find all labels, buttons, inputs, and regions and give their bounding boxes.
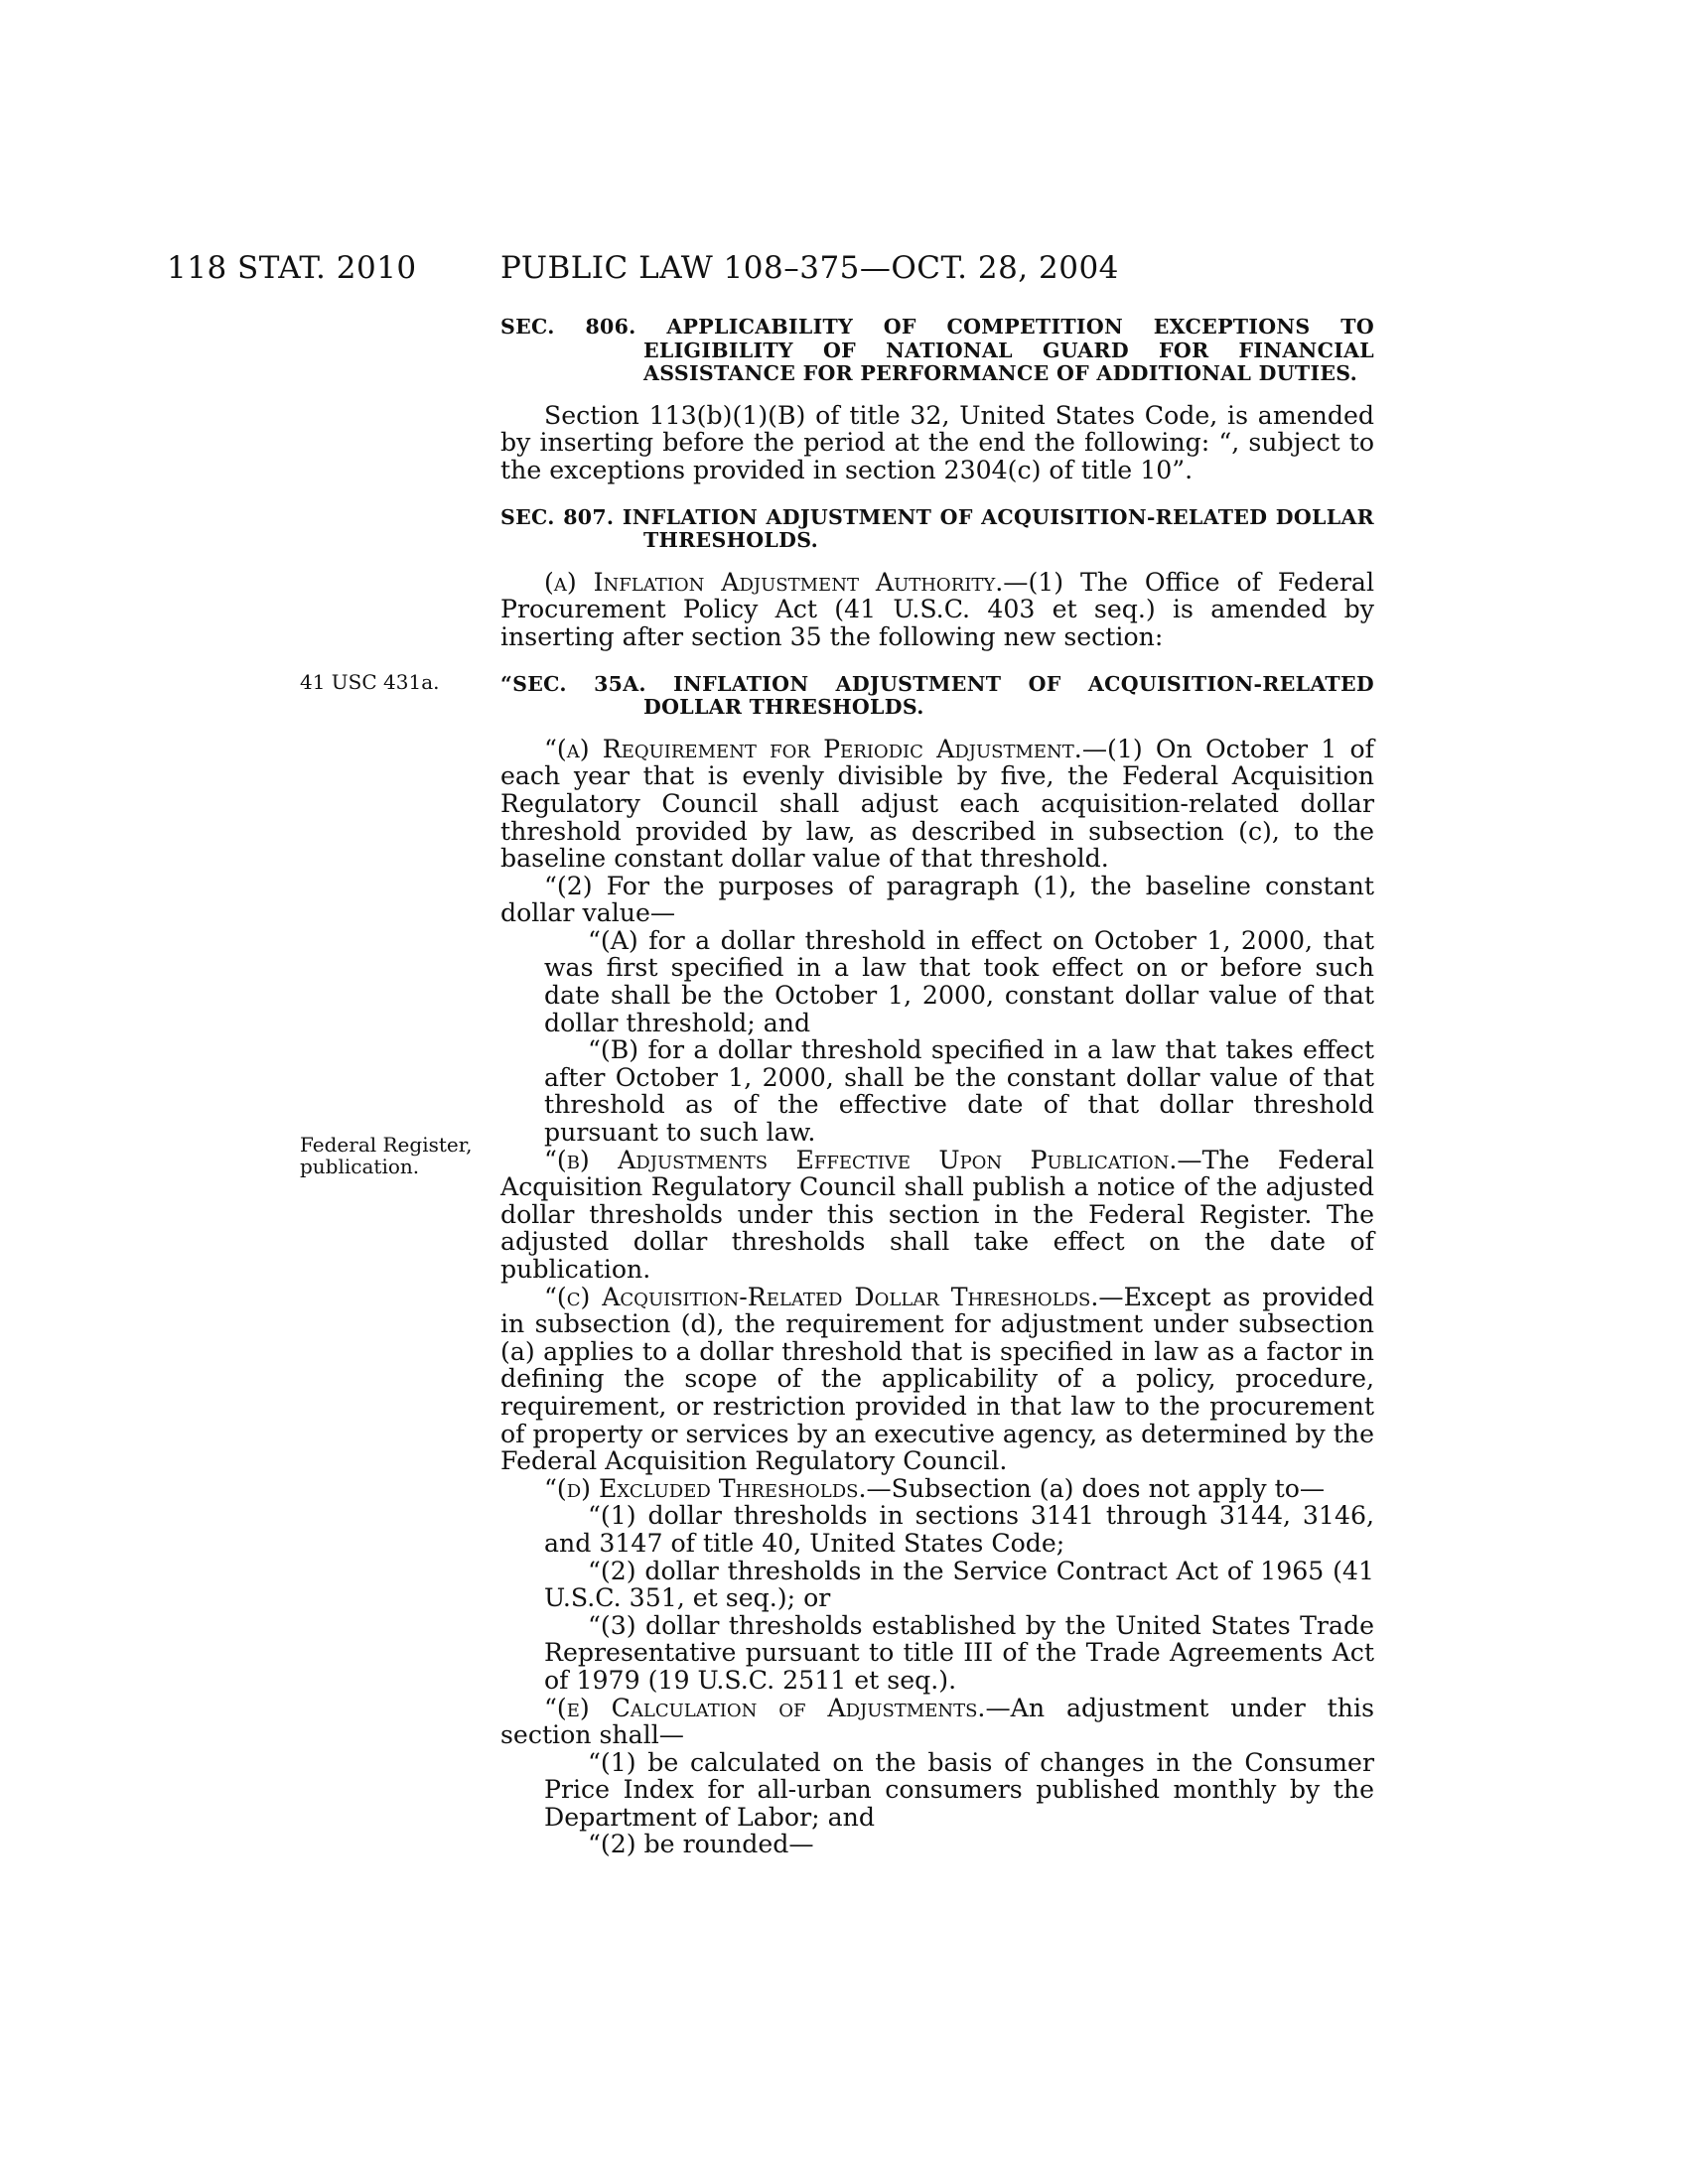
subsection-c	[500, 1284, 1374, 1475]
paragraph-e2: “(2) be rounded—	[588, 1830, 814, 1859]
document-body	[500, 316, 1374, 1858]
subsection-label: “(d) Excluded Thresholds.	[544, 1473, 867, 1503]
subparagraph-a2B: “(B) for a dollar threshold specified in a law that takes effect after October 1, 2000, shall be the constant dollar value of that threshold as of the effective date of that dollar threshold pursuant to such law.	[544, 1035, 1374, 1148]
paragraph-e1: “(1) be calculated on the basis of changes in the Consumer Price Index for all-urban consumers published monthly by the Department of Labor; and	[544, 1747, 1374, 1832]
margin-note-federal-register	[300, 1134, 479, 1177]
margin-note-line: Federal Register,	[300, 1133, 473, 1157]
paragraph-d2: “(2) dollar thresholds in the Service Contract Act of 1965 (41 U.S.C. 351, et seq.); or	[544, 1556, 1374, 1613]
section-807-heading: SEC. 807. INFLATION ADJUSTMENT OF ACQUISITION-RELATED DOLLAR THRESHOLDS.	[500, 504, 1374, 553]
paragraph-d1: “(1) dollar thresholds in sections 3141 through 3144, 3146, and 3147 of title 40, United States Code;	[544, 1501, 1374, 1558]
paragraph-a2: “(2) For the purposes of paragraph (1), the baseline constant dollar value—	[500, 871, 1374, 928]
subsection-text: —An adjustment under this section shall—	[500, 1693, 1375, 1750]
subsection-label: “(b) Adjustments Effective Upon Publication.	[544, 1145, 1178, 1174]
section-806-heading: SEC. 806. APPLICABILITY OF COMPETITION EXCEPTIONS TO ELIGIBILITY OF NATIONAL GUARD FOR FINANCIAL ASSISTANCE FOR PERFORMANCE OF ADDITIONAL DUTIES.	[500, 315, 1374, 386]
section-806-text: Section 113(b)(1)(B) of title 32, United States Code, is amended by inserting before the period at the end the following: “, subject to the exceptions provided in section 2304(c) of title 10”.	[500, 400, 1374, 484]
subsection-label: “(c) Acquisition-Related Dollar Thresholds.	[544, 1282, 1099, 1311]
section-35a-heading: “SEC. 35A. INFLATION ADJUSTMENT OF ACQUISITION-RELATED DOLLAR THRESHOLDS.	[500, 671, 1374, 720]
margin-note-line: publication.	[300, 1155, 420, 1178]
subsection-label: “(a) Requirement for Periodic Adjustment.	[544, 734, 1082, 763]
subsection-label: “(e) Calculation of Adjustments.	[544, 1693, 986, 1722]
section-807-a	[500, 569, 1374, 651]
stat-page-number: 118 STAT. 2010	[167, 250, 417, 286]
subsection-text: —Subsection (a) does not apply to—	[866, 1473, 1326, 1503]
subsection-label: (a) Inflation Adjustment Authority.	[544, 567, 1004, 597]
subsection-b	[500, 1147, 1374, 1284]
subsection-text: —The Federal Acquisition Regulatory Council shall publish a notice of the adjusted dollar thresholds under this section in the Federal Register. The adjusted dollar thresholds shall take effect on the date of publication.	[500, 1145, 1374, 1284]
subparagraph-a2A: “(A) for a dollar threshold in effect on October 1, 2000, that was first specified in a law that took effect on or before such date shall be the October 1, 2000, constant dollar value of that dollar threshold; and	[544, 925, 1374, 1037]
subsection-text: —(1) On October 1 of each year that is evenly divisible by five, the Federal Acquisition Regulatory Council shall adjust each acquisition-related dollar threshold provided by law, as described in subsection (c), to the baseline constant dollar value of that threshold.	[500, 734, 1374, 874]
subsection-e	[500, 1695, 1374, 1749]
paragraph-d3: “(3) dollar thresholds established by the United States Trade Representative pursuant to title III of the Trade Agreements Act of 1979 (19 U.S.C. 2511 et seq.).	[544, 1610, 1374, 1695]
subsection-text: —(1) The Office of Federal Procurement Policy Act (41 U.S.C. 403 et seq.) is amended by inserting after section 35 the following new section:	[500, 567, 1374, 651]
running-header: PUBLIC LAW 108–375—OCT. 28, 2004	[500, 250, 1119, 286]
subsection-d	[500, 1475, 1374, 1503]
subsection-a	[500, 736, 1374, 873]
subsection-text: —Except as provided in subsection (d), the requirement for adjustment under subsection (a) applies to a dollar threshold that is specified in law as a factor in defining the scope of the applicability of a policy, procedure, requirement, or restriction provided in that law to the procurement of property or services by an executive agency, as determined by the Federal Acquisition Regulatory Council.	[500, 1282, 1374, 1476]
margin-note-usc: 41 USC 431a.	[300, 670, 440, 694]
